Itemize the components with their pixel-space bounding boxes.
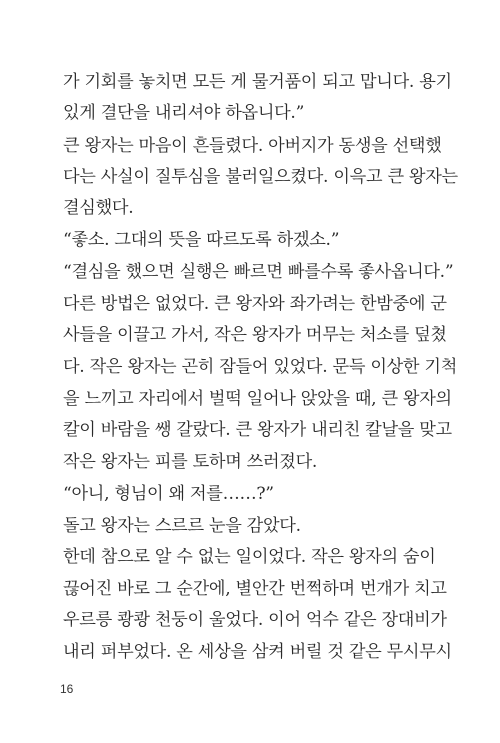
text-line: “아니, 형님이 왜 저를……?” <box>63 484 274 504</box>
text-line: 다른 방법은 없었다. 큰 왕자와 좌가려는 한밤중에 군 <box>63 294 447 314</box>
text-line: 돌고 왕자는 스르르 눈을 감았다. <box>63 516 301 536</box>
text-line: 우르릉 쾅쾅 천둥이 울었다. 이어 억수 같은 장대비가 <box>63 610 447 630</box>
text-line: 큰 왕자는 마음이 흔들렸다. 아버지가 동생을 선택했 <box>63 136 442 156</box>
text-line: 다. 작은 왕자는 곤히 잠들어 있었다. 문득 이상한 기척 <box>63 357 458 377</box>
text-line: 작은 왕자는 피를 토하며 쓰러졌다. <box>63 452 318 472</box>
text-line: 있게 결단을 내리셔야 하옵니다.” <box>63 103 305 123</box>
text-line: “결심을 했으면 실행은 빠르면 빠를수록 좋사옵니다.” <box>63 262 454 282</box>
text-line: 을 느끼고 자리에서 벌떡 일어나 앉았을 때, 큰 왕자의 <box>63 389 452 409</box>
text-line: 사들을 이끌고 가서, 작은 왕자가 머무는 처소를 덮쳤 <box>63 325 447 345</box>
text-line: “좋소. 그대의 뜻을 따르도록 하겠소.” <box>63 230 340 250</box>
text-line: 다는 사실이 질투심을 불러일으켰다. 이윽고 큰 왕자는 <box>63 167 458 187</box>
text-line: 끊어진 바로 그 순간에, 별안간 번쩍하며 번개가 치고 <box>63 579 447 599</box>
page-number: 16 <box>60 682 74 696</box>
text-line: 내리 퍼부었다. 온 세상을 삼켜 버릴 것 같은 무시무시 <box>63 642 452 662</box>
text-line: 한데 참으로 알 수 없는 일이었다. 작은 왕자의 숨이 <box>63 547 436 567</box>
text-line: 결심했다. <box>63 198 134 218</box>
text-line: 칼이 바람을 쌩 갈랐다. 큰 왕자가 내리친 칼날을 맞고 <box>63 420 452 440</box>
text-line: 가 기회를 놓치면 모든 게 물거품이 되고 맙니다. 용기 <box>63 72 452 92</box>
